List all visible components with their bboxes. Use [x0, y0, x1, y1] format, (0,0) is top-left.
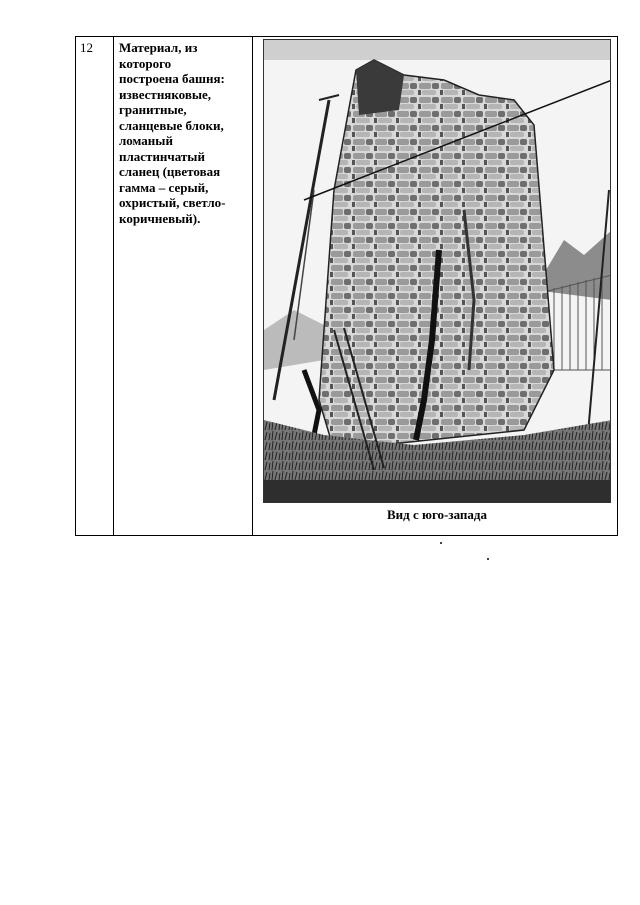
text-line: гамма – серый, — [119, 179, 209, 195]
scan-speck — [440, 542, 442, 544]
text-line: известняковые, — [119, 86, 212, 102]
column-divider — [113, 37, 114, 535]
table-row — [75, 36, 618, 536]
scan-speck — [487, 558, 489, 560]
text-line: которого — [119, 55, 172, 71]
text-line: коричневый). — [119, 210, 201, 226]
text-line: ломаный — [119, 133, 173, 148]
tower-photo — [263, 39, 611, 503]
text-line: охристый, светло- — [119, 195, 226, 210]
text-line: гранитные, — [119, 102, 187, 117]
photo-caption: Вид с юго-запада — [387, 507, 487, 522]
text-line: сланцевые блоки, — [119, 117, 224, 133]
text-line: построена башня: — [119, 71, 225, 86]
tower-photo-illustration — [264, 40, 611, 503]
text-line: пластинчатый — [119, 148, 205, 164]
text-line: Материал, из — [119, 40, 198, 55]
material-description — [119, 40, 253, 226]
text-line: сланец (цветовая — [119, 164, 221, 179]
row-number: 12 — [80, 40, 93, 55]
